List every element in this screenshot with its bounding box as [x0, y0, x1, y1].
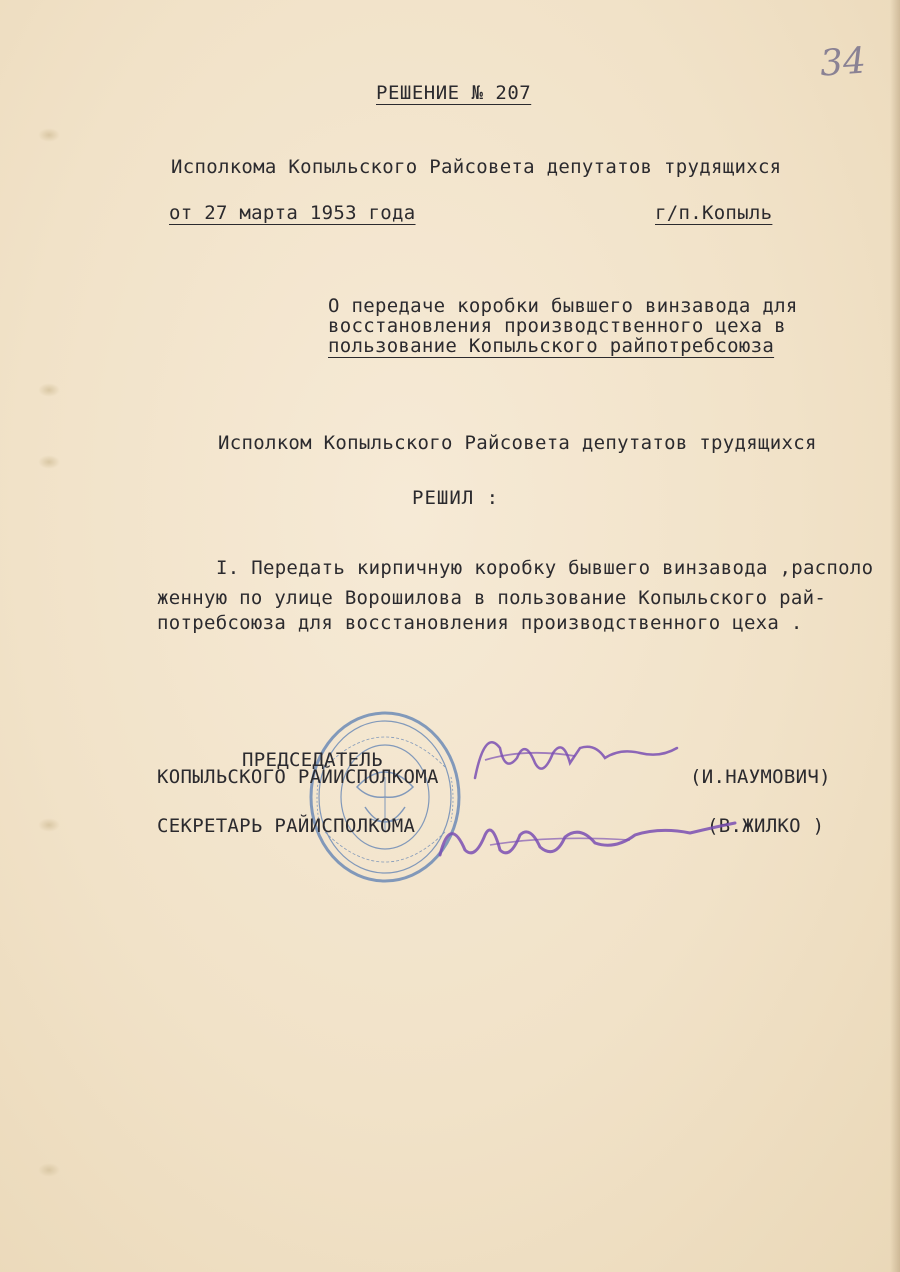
item-1-line-1: I. Передать кирпичную коробку бывшего винзавода ,располо: [216, 557, 874, 579]
document-place: г/п.Копыль: [655, 202, 773, 224]
document-title: РЕШЕНИЕ № 207: [376, 82, 532, 104]
binding-hole: [38, 818, 60, 832]
preamble: Исполком Копыльского Райсовета депутатов трудящихся: [218, 432, 817, 454]
subject-line-2: восстановления производственного цеха в: [328, 315, 786, 337]
item-1-line-2: женную по улице Ворошилова в пользование Копыльского рай-: [157, 587, 827, 609]
decision-heading: РЕШИЛ :: [412, 487, 500, 509]
page-edge-shadow: [890, 0, 900, 1272]
chair-name: (И.НАУМОВИЧ): [690, 766, 831, 788]
issuer-line: Исполкома Копыльского Райсовета депутатов трудящихся: [171, 156, 782, 178]
binding-hole: [38, 383, 60, 397]
secretary-title: СЕКРЕТАРЬ РАЙИСПОЛКОМА: [157, 815, 416, 837]
secretary-name: (В.ЖИЛКО ): [707, 815, 825, 837]
secretary-signature: [430, 805, 740, 875]
document-date: от 27 марта 1953 года: [169, 202, 416, 224]
subject-line-3: пользование Копыльского райпотребсоюза: [328, 335, 775, 357]
archive-page-number: 34: [818, 40, 868, 85]
binding-hole: [38, 1163, 60, 1177]
binding-hole: [38, 455, 60, 469]
item-1-line-3: потребсоюза для восстановления производственного цеха .: [157, 612, 803, 634]
chair-title-line-2: КОПЫЛЬСКОГО РАЙИСПОЛКОМА: [157, 766, 439, 788]
subject-line-1: О передаче коробки бывшего винзавода для: [328, 295, 798, 317]
binding-hole: [38, 128, 60, 142]
chair-title-line-1: ПРЕДСЕДАТЕЛЬ: [242, 749, 383, 771]
chair-signature: [455, 718, 685, 798]
